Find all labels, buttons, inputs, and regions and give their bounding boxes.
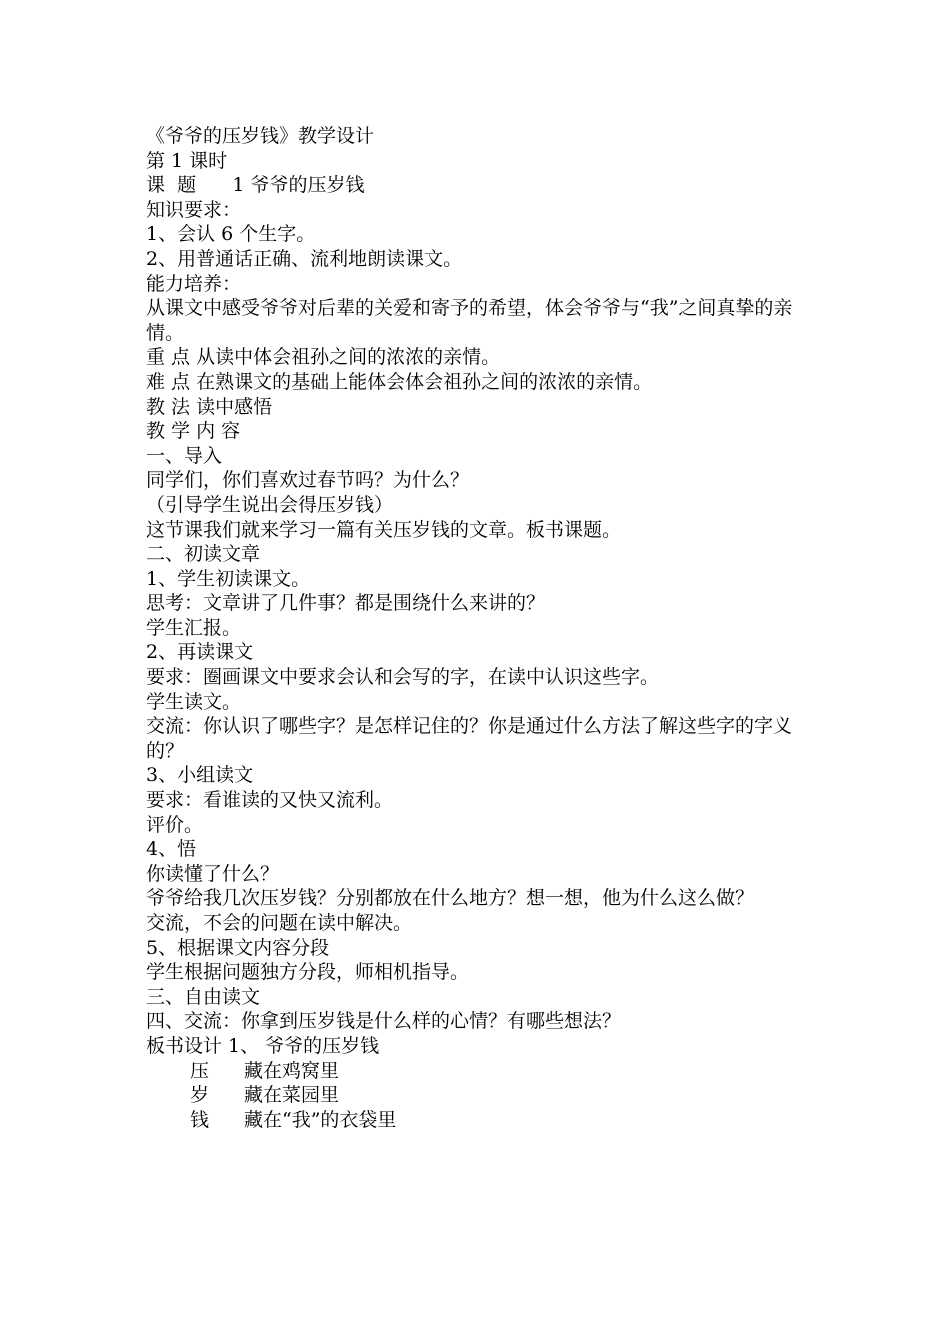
body-line: 学生读文。 — [146, 690, 242, 713]
body-line: 1、学生初读课文。 — [146, 567, 311, 590]
section-heading: 三、自由读文 — [146, 985, 261, 1008]
body-line: 学生根据问题独方分段，师相机指导。 — [146, 961, 470, 984]
board-heading: 板书设计 1、 爷爷的压岁钱 — [146, 1034, 380, 1057]
body-line: 交流：你认识了哪些字？是怎样记住的？你是通过什么方法了解这些字的字义的？ — [146, 715, 793, 762]
document-page — [146, 124, 810, 1132]
board-char: 压 — [190, 1059, 210, 1082]
board-text: 藏在菜园里 — [244, 1084, 340, 1107]
body-line: 要求：看谁读的又快又流利。 — [146, 789, 394, 812]
body-line: 你读懂了什么？ — [146, 862, 280, 885]
body-line: 4、悟 — [146, 838, 197, 861]
document-title: 《爷爷的压岁钱》教学设计 — [146, 125, 375, 147]
board-row — [146, 1059, 810, 1084]
document-body — [146, 198, 810, 1034]
body-line: 交流，不会的问题在读中解决。 — [146, 912, 413, 934]
board-char: 钱 — [190, 1108, 210, 1131]
lesson-topic: 课 题 1 爷爷的压岁钱 — [146, 174, 365, 197]
body-line: 从课文中感受爷爷对后辈的关爱和寄予的希望，体会爷爷与“我”之间真挚的亲情。 — [146, 297, 793, 344]
board-design — [146, 1034, 810, 1132]
body-line: 1、会认 6 个生字。 — [146, 223, 316, 246]
body-line: 这节课我们就来学习一篇有关压岁钱的文章。板书课题。 — [146, 518, 622, 541]
body-line: 2、再读课文 — [146, 641, 254, 664]
section-heading: 四、交流：你拿到压岁钱是什么样的心情？有哪些想法？ — [146, 1010, 622, 1033]
body-line: 评价。 — [146, 813, 204, 836]
body-line: 难 点 在熟课文的基础上能体会体会祖孙之间的浓浓的亲情。 — [146, 370, 653, 393]
board-char: 岁 — [190, 1084, 210, 1107]
body-line: 2、用普通话正确、流利地朗读课文。 — [146, 247, 463, 270]
board-text: 藏在鸡窝里 — [244, 1059, 340, 1082]
body-line: 爷爷给我几次压岁钱？分别都放在什么地方？想一想，他为什么这么做？ — [146, 887, 755, 910]
body-line: 要求：圈画课文中要求会认和会写的字，在读中认识这些字。 — [146, 666, 660, 689]
body-line: 学生汇报。 — [146, 616, 242, 639]
section-heading: 一、导入 — [146, 444, 223, 467]
body-line: （引导学生说出会得压岁钱） — [146, 493, 394, 516]
body-line: 能力培养： — [146, 272, 242, 295]
body-line: 教 学 内 容 — [146, 420, 241, 443]
body-line: 教 法 读中感悟 — [146, 395, 273, 418]
board-row — [146, 1083, 810, 1108]
board-row — [146, 1108, 810, 1133]
body-line: 重 点 从读中体会祖孙之间的浓浓的亲情。 — [146, 346, 501, 369]
body-line: 思考：文章讲了几件事？都是围绕什么来讲的？ — [146, 592, 546, 615]
body-line: 知识要求： — [146, 198, 242, 221]
body-line: 3、小组读文 — [146, 764, 254, 787]
body-line: 5、根据课文内容分段 — [146, 936, 330, 959]
lesson-period: 第 1 课时 — [146, 149, 228, 172]
body-line: 同学们，你们喜欢过春节吗？为什么？ — [146, 469, 470, 492]
section-heading: 二、初读文章 — [146, 543, 261, 566]
board-text: 藏在“我”的衣袋里 — [244, 1108, 397, 1131]
